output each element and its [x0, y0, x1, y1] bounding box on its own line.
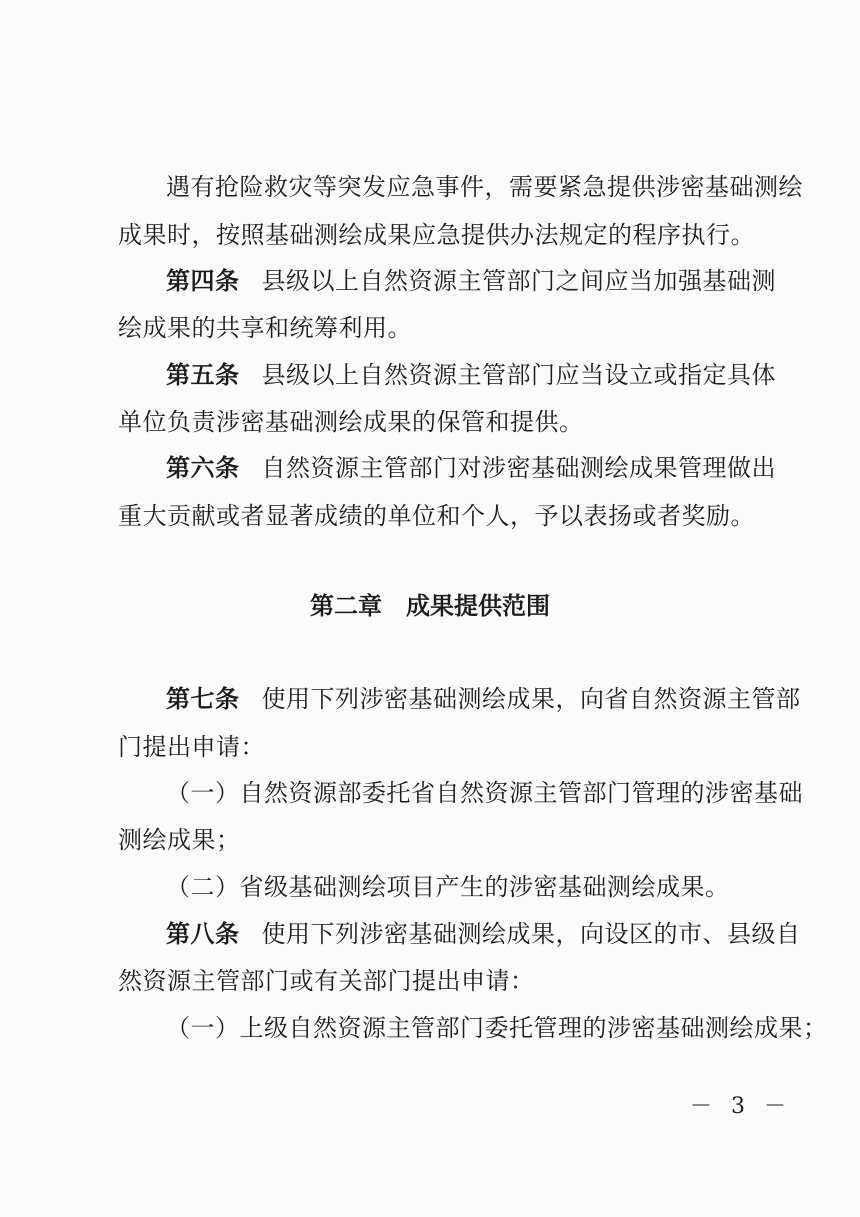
list-item-line: 测绘成果； [118, 826, 241, 854]
paragraph-line: 遇有抢险救灾等突发应急事件，需要紧急提供涉密基础测绘 [166, 173, 803, 201]
article-8-text: 使用下列涉密基础测绘成果，向设区的市、县级自 [261, 920, 801, 948]
article-6-text: 自然资源主管部门对涉密基础测绘成果管理做出 [261, 454, 776, 482]
paragraph-line: 绘成果的共享和统筹利用。 [118, 314, 412, 342]
page-number: － 3 － [690, 1094, 792, 1119]
article-4-text: 县级以上自然资源主管部门之间应当加强基础测 [261, 267, 776, 295]
paragraph-line: 然资源主管部门或有关部门提出申请： [118, 967, 535, 995]
article-8-label: 第八条 [166, 920, 240, 948]
list-item-line: （一）上级自然资源主管部门委托管理的涉密基础测绘成果； [166, 1014, 828, 1042]
chapter-heading [0, 590, 860, 622]
article-4-label: 第四条 [166, 267, 240, 295]
paragraph-line: 重大贡献或者显著成绩的单位和个人，予以表扬或者奖励。 [118, 502, 755, 530]
article-5-line [166, 359, 776, 391]
article-7-line [166, 683, 801, 715]
chapter-title: 成果提供范围 [406, 592, 550, 620]
paragraph-line: 单位负责涉密基础测绘成果的保管和提供。 [118, 408, 584, 436]
paragraph-line: 成果时，按照基础测绘成果应急提供办法规定的程序执行。 [118, 221, 755, 249]
article-5-label: 第五条 [166, 361, 240, 389]
list-item-line: （一）自然资源部委托省自然资源主管部门管理的涉密基础 [166, 779, 803, 807]
article-7-text: 使用下列涉密基础测绘成果，向省自然资源主管部 [261, 685, 801, 713]
article-7-label: 第七条 [166, 685, 240, 713]
chapter-number: 第二章 [310, 592, 382, 620]
article-6-label: 第六条 [166, 454, 240, 482]
article-4-line [166, 265, 776, 297]
list-item-line: （二）省级基础测绘项目产生的涉密基础测绘成果。 [166, 873, 730, 901]
article-6-line [166, 452, 776, 484]
article-8-line [166, 918, 801, 950]
paragraph-line: 门提出申请： [118, 733, 265, 761]
article-5-text: 县级以上自然资源主管部门应当设立或指定具体 [261, 361, 776, 389]
